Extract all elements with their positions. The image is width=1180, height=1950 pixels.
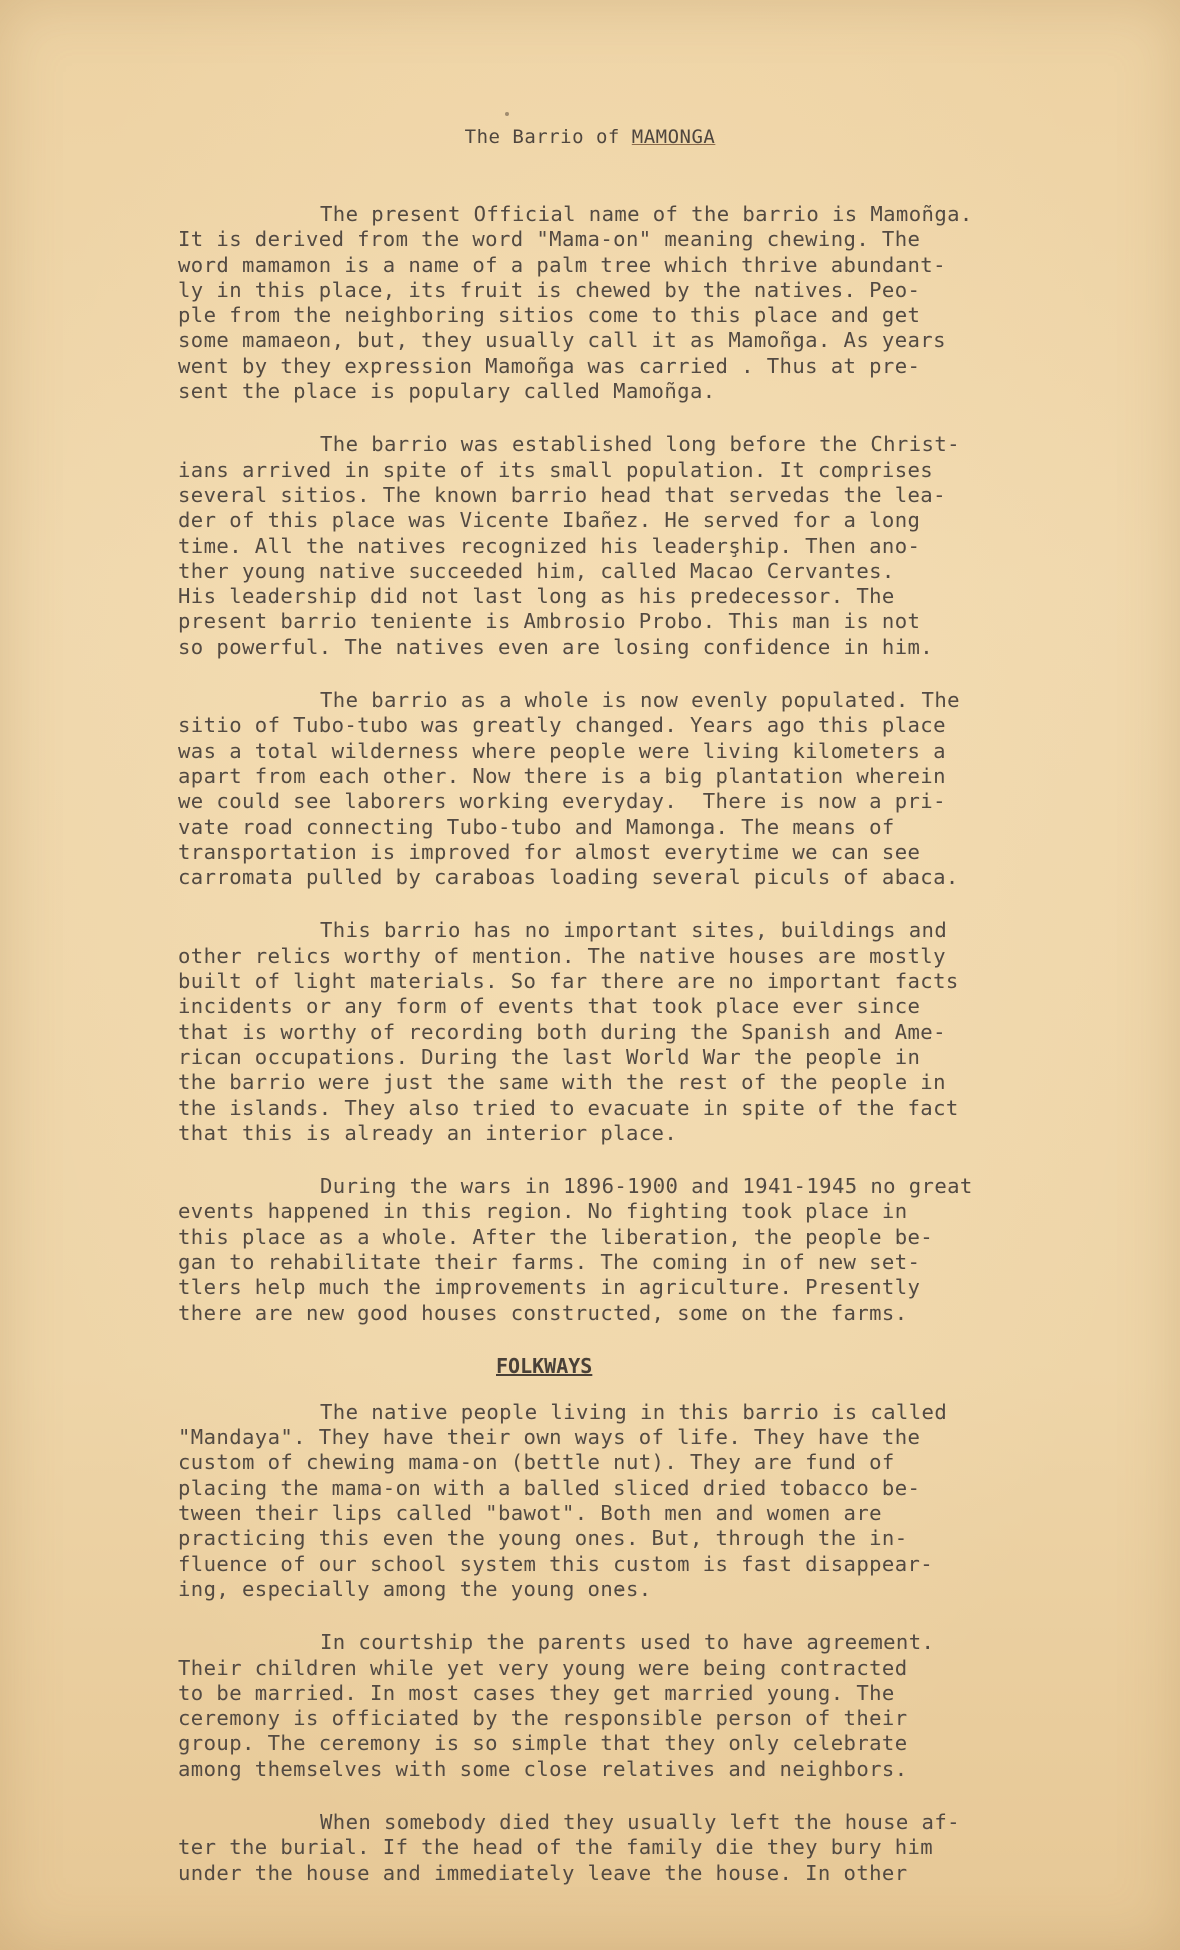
text-line: ly in this place, its fruit is chewed by the natives. Peo-	[178, 277, 921, 302]
text-line: His leadership did not last long as his predecessor. The	[178, 584, 895, 609]
paragraph	[178, 1630, 1088, 1782]
text-line: some mamaeon, but, they usually call it as Mamoñga. As years	[178, 328, 946, 353]
text-line: the barrio were just the same with the rest of the people in	[178, 1070, 946, 1095]
text-line: placing the mama-on with a balled sliced dried tobacco be-	[178, 1475, 921, 1500]
text-line: that this is already an interior place.	[178, 1120, 678, 1145]
text-line: It is derived from the word "Mama-on" meaning chewing. The	[178, 227, 921, 252]
text-line: vate road connecting Tubo-tubo and Mamonga. The means of	[178, 814, 895, 839]
paragraph	[178, 918, 1088, 1146]
text-line: apart from each other. Now there is a big plantation wherein	[178, 763, 946, 788]
text-line: ther young native succeeded him, called Macao Cervantes.	[178, 558, 895, 583]
text-line: "Mandaya". They have their own ways of life. They have the	[178, 1425, 921, 1450]
text-line: was a total wilderness where people were living kilometers a	[178, 738, 946, 763]
paragraph	[178, 1174, 1088, 1326]
text-line: the islands. They also tried to evacuate in spite of the fact	[178, 1095, 959, 1120]
text-line: When somebody died they usually left the house af-	[320, 1810, 960, 1835]
text-line: ians arrived in spite of its small population. It comprises	[178, 457, 934, 482]
paragraph	[178, 432, 1088, 660]
text-line: we could see laborers working everyday. There is now a pri-	[178, 789, 946, 814]
paragraph	[178, 688, 1088, 890]
text-line: group. The ceremony is so simple that they only celebrate	[178, 1731, 908, 1756]
text-line: events happened in this region. No fighting took place in	[178, 1199, 908, 1224]
text-line: other relics worthy of mention. The native houses are mostly	[178, 943, 946, 968]
text-line: fluence of our school system this custom is fast disappear-	[178, 1551, 934, 1576]
text-line: tween their lips called "bawot". Both men and women are	[178, 1501, 882, 1526]
text-line: there are new good houses constructed, some on the farms.	[178, 1300, 908, 1325]
text-line: time. All the natives recognized his leaderşhip. Then ano-	[178, 533, 921, 558]
text-line: custom of chewing mama-on (bettle nut). They are fund of	[178, 1450, 895, 1475]
text-line: built of light materials. So far there are no important facts	[178, 969, 959, 994]
text-line: that is worthy of recording both during the Spanish and Ame-	[178, 1019, 946, 1044]
text-line: In courtship the parents used to have agreement.	[320, 1630, 935, 1655]
text-line: so powerful. The natives even are losing confidence in him.	[178, 634, 934, 659]
text-line: gan to rehabilitate their farms. The coming in of new set-	[178, 1249, 921, 1274]
text-line: The present Official name of the barrio is Mamoñga.	[320, 202, 973, 226]
text-line: sent the place is populary called Mamoñga.	[178, 379, 716, 404]
text-line: transportation is improved for almost everytime we can see	[178, 839, 921, 864]
text-line: The barrio as a whole is now evenly populated. The	[320, 688, 960, 713]
text-line: ceremony is officiated by the responsible person of their	[178, 1706, 908, 1731]
title-barrio-name: MAMONGA	[631, 126, 716, 148]
text-line: went by they expression Mamoñga was carried . Thus at pre-	[178, 353, 921, 378]
text-line: ple from the neighboring sitios come to this place and get	[178, 303, 921, 328]
text-line: under the house and immediately leave the house. In other	[178, 1860, 908, 1885]
section-heading-folkways: FOLKWAYS	[496, 1353, 593, 1378]
text-line: to be married. In most cases they get married young. The	[178, 1680, 895, 1705]
text-line: this place as a whole. After the liberation, the people be-	[178, 1224, 934, 1249]
text-line: ing, especially among the young ones.	[178, 1576, 652, 1601]
text-line: Their children while yet very young were being contracted	[178, 1655, 908, 1680]
paragraph	[178, 1810, 1088, 1886]
text-line: der of this place was Vicente Ibañez. He served for a long	[178, 508, 921, 533]
text-line: sitio of Tubo-tubo was greatly changed. Years ago this place	[178, 713, 946, 738]
text-line: incidents or any form of events that took place ever since	[178, 994, 921, 1019]
text-line: rican occupations. During the last World War the people in	[178, 1044, 921, 1069]
text-line: word mamamon is a name of a palm tree which thrive abundant-	[178, 252, 946, 277]
page-title	[0, 126, 1180, 148]
text-line: present barrio teniente is Ambrosio Probo. This man is not	[178, 609, 921, 634]
ink-speck	[505, 112, 509, 116]
text-line: During the wars in 1896-1900 and 1941-1945 no great	[320, 1174, 973, 1199]
document-body	[178, 202, 1088, 1914]
text-line: This barrio has no important sites, buildings and	[320, 918, 948, 943]
text-line: The barrio was established long before the Christ-	[320, 432, 960, 457]
text-line: several sitios. The known barrio head that servedas the lea-	[178, 482, 946, 507]
paragraph	[178, 1400, 1088, 1602]
text-line: tlers help much the improvements in agriculture. Presently	[178, 1275, 921, 1300]
text-line: The native people living in this barrio is called	[320, 1399, 948, 1424]
text-line: among themselves with some close relatives and neighbors.	[178, 1756, 908, 1781]
paragraph	[178, 202, 1088, 404]
text-line: ter the burial. If the head of the family die they bury him	[178, 1835, 934, 1860]
title-prefix: The Barrio of	[464, 126, 632, 148]
text-line: carromata pulled by caraboas loading several piculs of abaca.	[178, 865, 959, 890]
text-line: practicing this even the young ones. But, through the in-	[178, 1526, 908, 1551]
